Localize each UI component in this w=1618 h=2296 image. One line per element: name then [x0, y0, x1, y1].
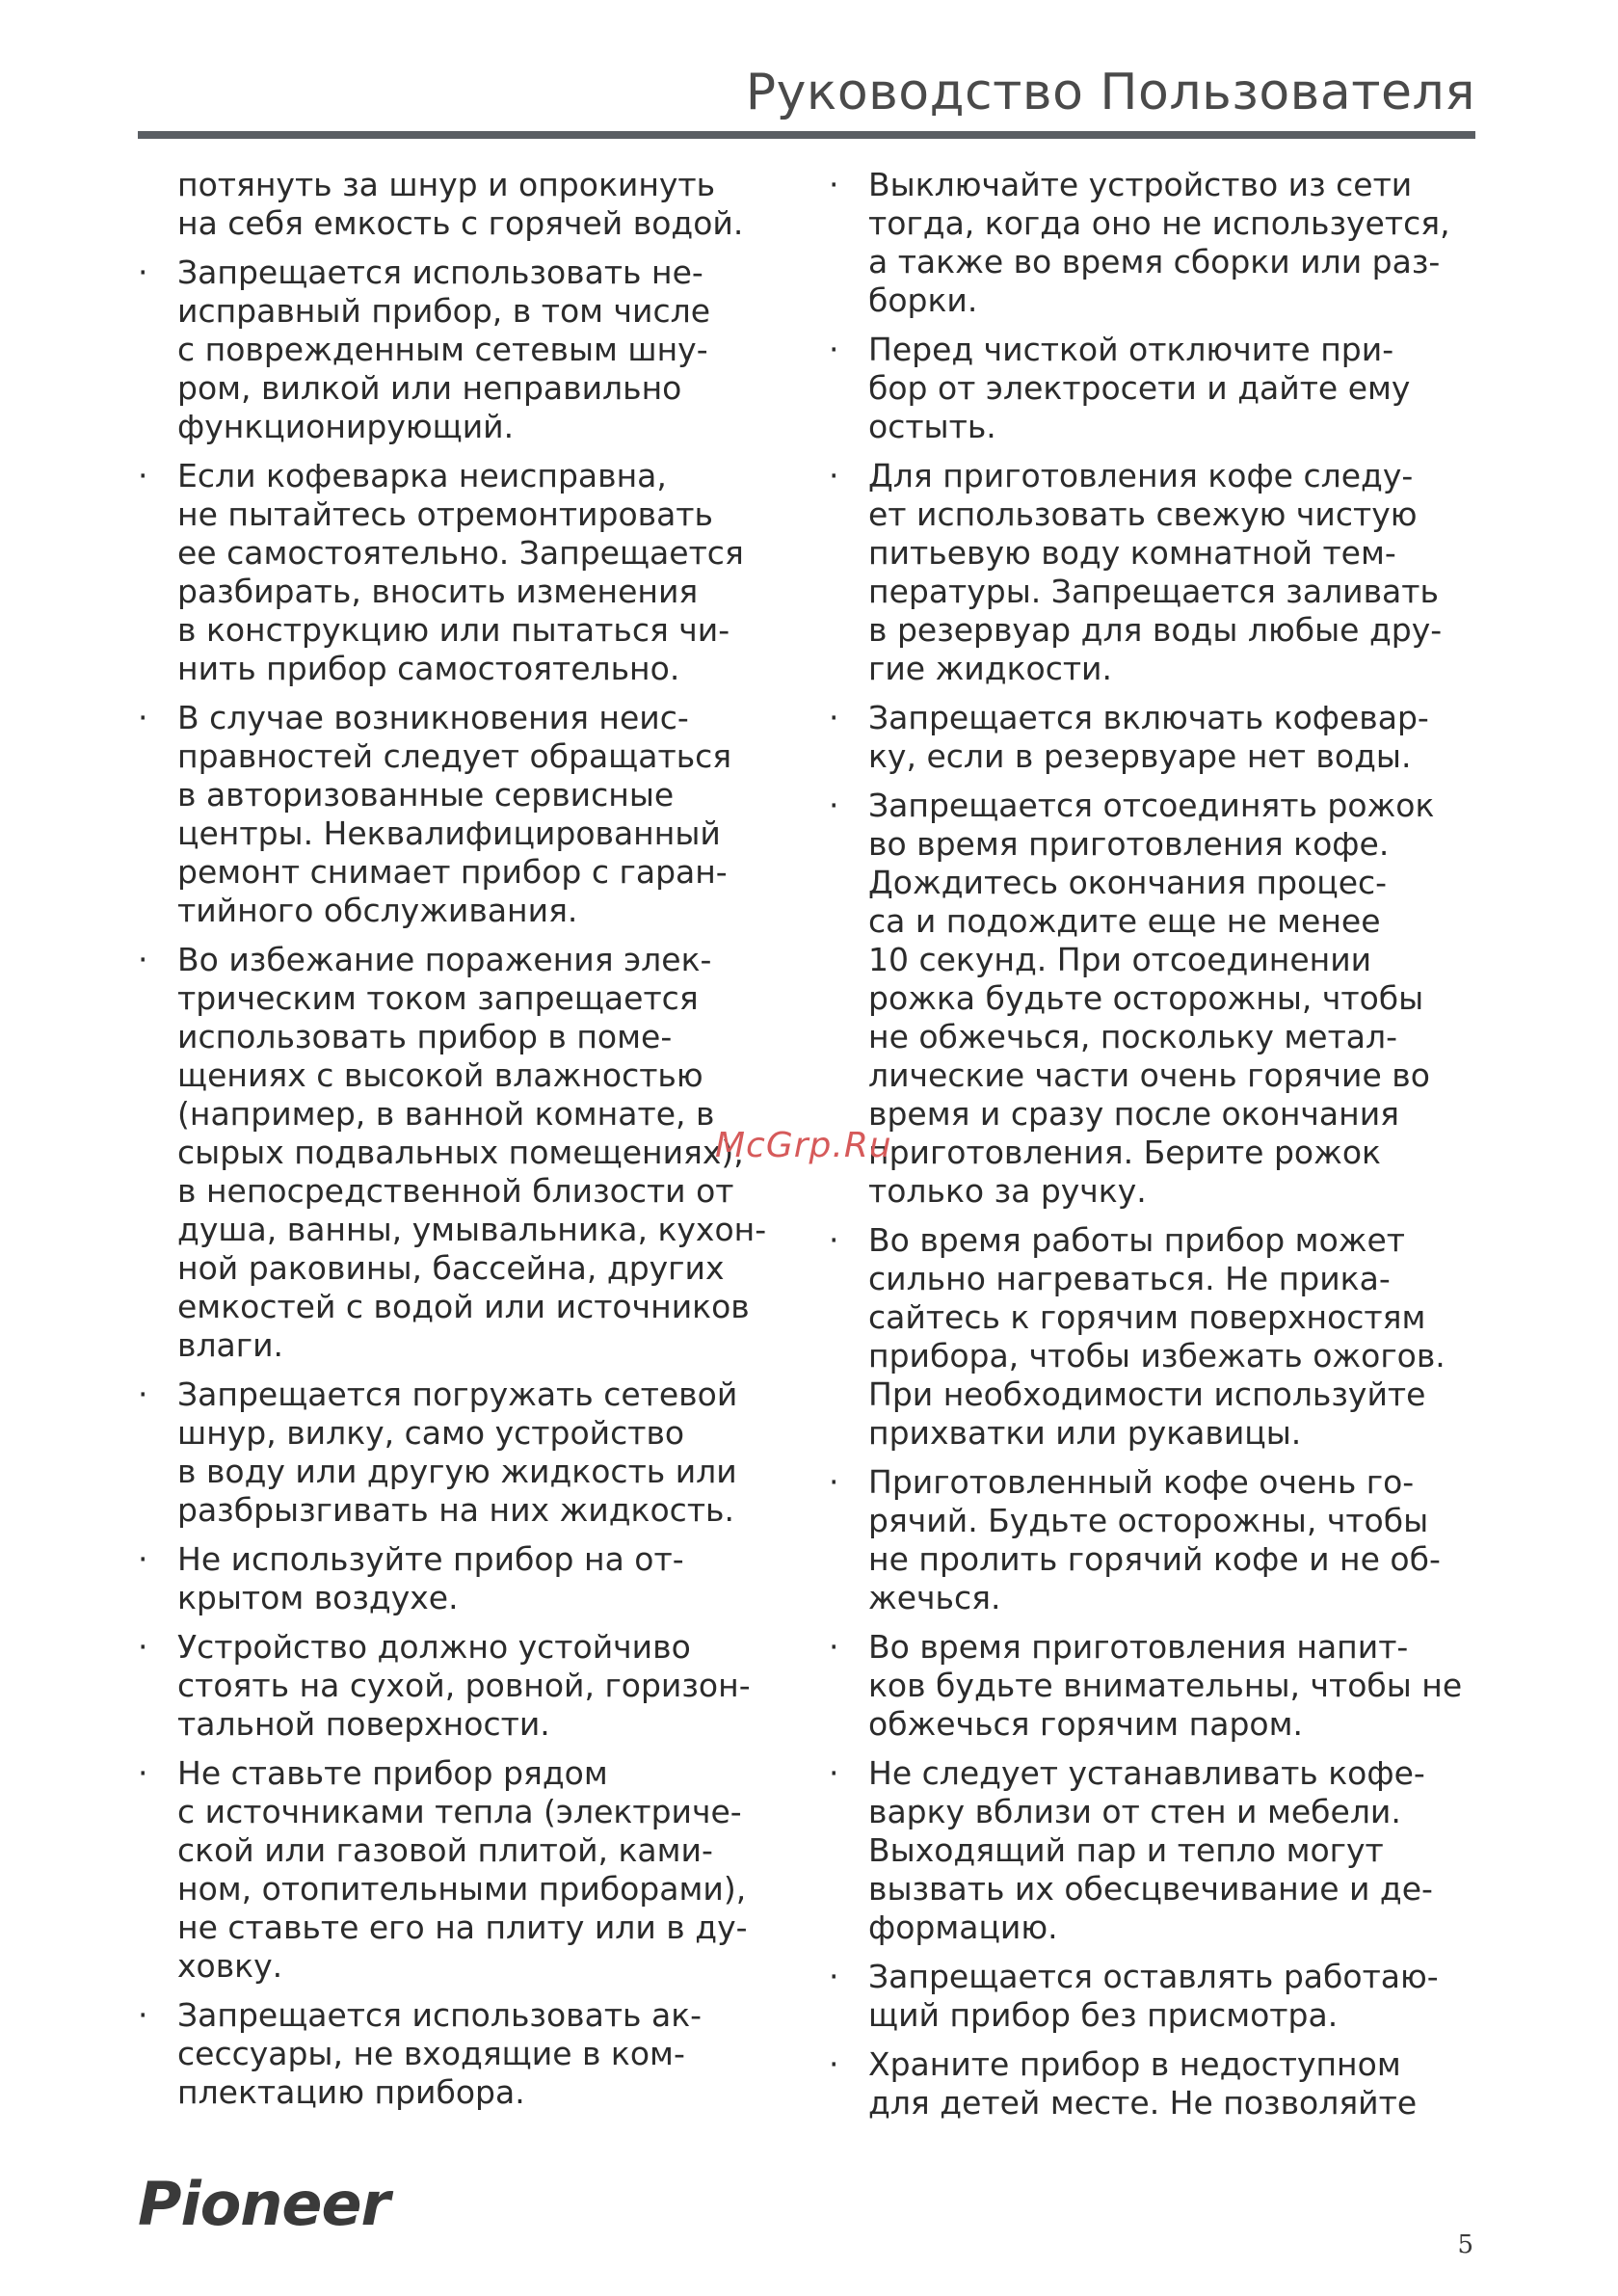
list-item-text: Для приготовления кофе следу- ет использовать свежую чистую питьевую воду комнатной тем- пературы. Запрещается заливать в резервуар для воды любые дру- гие жидкости.: [868, 457, 1443, 687]
bullet-marker: ·: [829, 166, 839, 203]
list-item: [138, 1754, 788, 1986]
bullet-marker: ·: [138, 1375, 148, 1413]
bullet-marker: ·: [829, 1463, 839, 1501]
bullet-marker: ·: [829, 787, 839, 824]
list-item: [829, 787, 1494, 1211]
list-item-text: Не следует устанавливать кофе- варку вблизи от стен и мебели. Выходящий пар и тепло могут вызвать их обесцвечивание и де- формацию.: [868, 1754, 1433, 1946]
list-item-text: Во время работы прибор может сильно нагреваться. Не прика- сайтесь к горячим поверхностям прибора, чтобы избежать ожогов. При необходимости используйте прихватки или рукавицы.: [868, 1221, 1446, 1452]
bullet-marker: ·: [138, 941, 148, 978]
bullet-marker: ·: [829, 2045, 839, 2083]
bullet-marker: ·: [138, 1754, 148, 1792]
list-item: [138, 699, 788, 930]
list-item: [829, 1958, 1494, 2035]
bullet-marker: ·: [829, 331, 839, 368]
list-item: [829, 1628, 1494, 1744]
list-item: [138, 1996, 788, 2112]
list-item-text: Во избежание поражения элек- трическим током запрещается использовать прибор в поме- щениях с высокой влажностью (например, в ванной комнате, в сырых подвальных помещениях), в непосредственной близости от душа, ванны, умывальника, кухон- ной раковины, бассейна, других емкостей с водой или источников влаги.: [177, 941, 767, 1364]
list-item: [138, 254, 788, 446]
list-item-text: Не используйте прибор на от- крытом воздухе.: [177, 1540, 684, 1616]
bullet-marker: ·: [138, 457, 148, 494]
right-column: [829, 166, 1494, 2133]
list-item-text: Перед чисткой отключите при- бор от электросети и дайте ему остыть.: [868, 331, 1411, 445]
list-item: [829, 457, 1494, 688]
list-item-text: Не ставьте прибор рядом с источниками тепла (электриче- ской или газовой плитой, ками- ном, отопительными приборами), не ставьте его на плиту или в ду- ховку.: [177, 1754, 748, 1985]
list-item: [138, 166, 788, 243]
list-item-text: Устройство должно устойчиво стоять на сухой, ровной, горизон- тальной поверхности.: [177, 1628, 751, 1743]
list-item-text: Храните прибор в недоступном для детей месте. Не позволяйте: [868, 2045, 1418, 2122]
bullet-marker: ·: [829, 457, 839, 494]
list-item-text: Запрещается использовать ак- сессуары, не входящие в ком- плектацию прибора.: [177, 1996, 703, 2111]
list-item: [829, 699, 1494, 776]
bullet-marker: ·: [829, 1221, 839, 1259]
list-item: [138, 457, 788, 688]
brand-logo: Pioneer: [138, 2169, 390, 2239]
bullet-marker: ·: [829, 699, 839, 736]
list-item: [138, 1628, 788, 1744]
bullet-marker: ·: [138, 699, 148, 736]
list-item: [829, 1221, 1494, 1453]
list-item-text: Выключайте устройство из сети тогда, когда оно не используется, а также во время сборки или раз- борки.: [868, 166, 1450, 319]
bullet-marker: ·: [138, 1628, 148, 1666]
left-column: [138, 166, 788, 2122]
list-item-text: В случае возникновения неис- правностей следует обращаться в авторизованные сервисные центры. Неквалифицированный ремонт снимает прибор с гаран- тийного обслуживания.: [177, 699, 732, 929]
header-divider: [138, 131, 1475, 139]
list-item-text: Запрещается погружать сетевой шнур, вилку, само устройство в воду или другую жидкость или разбрызгивать на них жидкость.: [177, 1375, 738, 1529]
bullet-marker: ·: [138, 254, 148, 291]
list-item-text: Запрещается отсоединять рожок во время приготовления кофе. Дождитесь окончания процес- са и подождите еще не менее 10 секунд. При отсоединении рожка будьте осторожны, чтобы не обжечься, поскольку метал- лические части очень горячие во время и сразу после окончания приготовления. Берите рожок только за ручку.: [868, 787, 1435, 1210]
list-item: [829, 166, 1494, 320]
list-item-text: Запрещается использовать не- исправный прибор, в том числе с поврежденным сетевым шну- ром, вилкой или неправильно функционирующий.: [177, 254, 711, 445]
bullet-marker: ·: [829, 1958, 839, 1995]
list-item-text: Запрещается включать кофевар- ку, если в резервуаре нет воды.: [868, 699, 1429, 775]
page-header-title: Руководство Пользователя: [745, 64, 1475, 121]
list-item-text: Запрещается оставлять работаю- щий прибор без присмотра.: [868, 1958, 1439, 2034]
bullet-marker: ·: [829, 1754, 839, 1792]
list-item-text: потянуть за шнур и опрокинуть на себя емкость с горячей водой.: [177, 166, 744, 242]
list-item: [829, 1754, 1494, 1947]
list-item: [138, 941, 788, 1365]
bullet-marker: ·: [138, 1996, 148, 2034]
bullet-marker: ·: [829, 1628, 839, 1666]
page-number: 5: [1457, 2230, 1473, 2259]
list-item-text: Во время приготовления напит- ков будьте внимательны, чтобы не обжечься горячим паром.: [868, 1628, 1463, 1743]
list-item: [829, 331, 1494, 446]
list-item-text: Если кофеварка неисправна, не пытайтесь отремонтировать ее самостоятельно. Запрещается разбирать, вносить изменения в конструкцию или пытаться чи- нить прибор самостоятельно.: [177, 457, 744, 687]
list-item: [138, 1375, 788, 1530]
list-item: [829, 1463, 1494, 1617]
list-item-text: Приготовленный кофе очень го- рячий. Будьте осторожны, чтобы не пролить горячий кофе и не об- жечься.: [868, 1463, 1441, 1616]
list-item: [138, 1540, 788, 1617]
bullet-marker: ·: [138, 1540, 148, 1578]
watermark: McGrp.Ru: [715, 1126, 892, 1165]
list-item: [829, 2045, 1494, 2122]
